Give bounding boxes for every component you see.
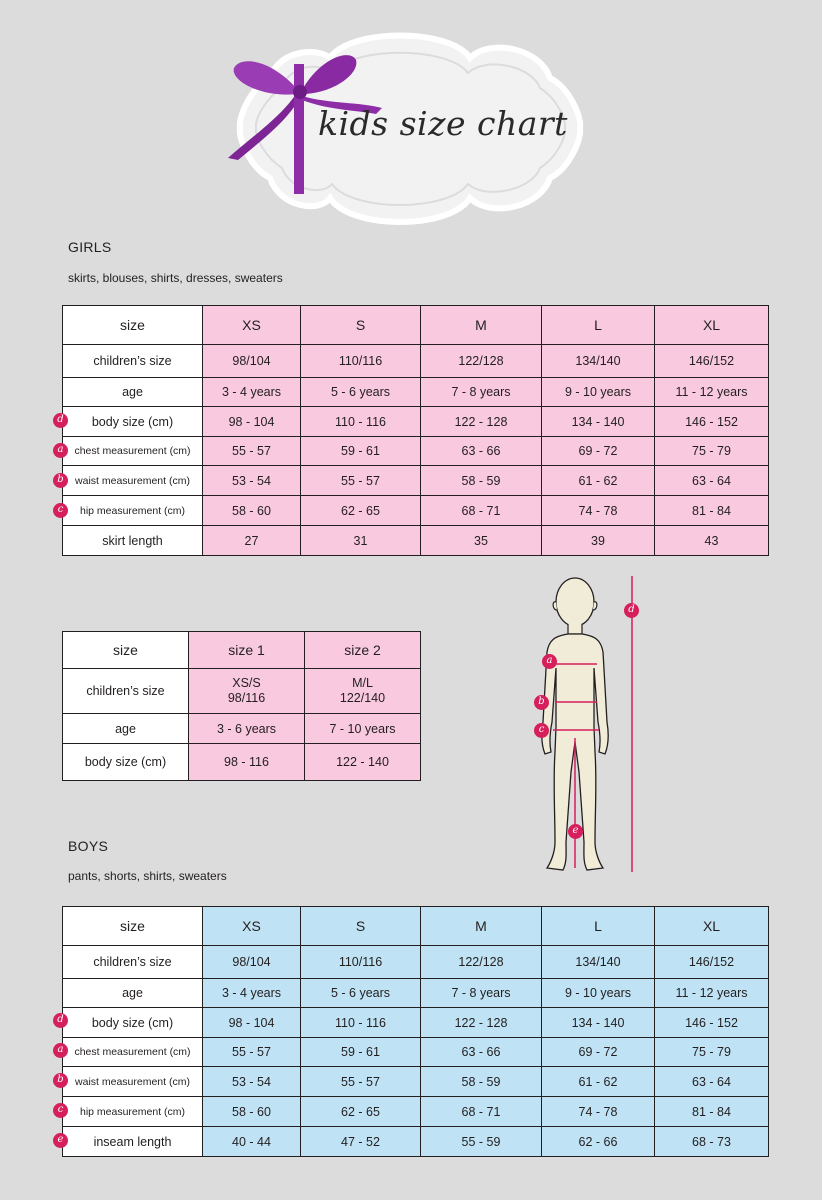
- table-cell: 55 - 59: [421, 1127, 542, 1157]
- table-cell: 69 - 72: [542, 437, 655, 466]
- table-cell: 134/140: [542, 345, 655, 378]
- table-cell: 146 - 152: [655, 407, 769, 437]
- table-cell: 9 - 10 years: [542, 378, 655, 407]
- marker-c-icon: c: [53, 503, 68, 518]
- marker-d-icon: d: [53, 1013, 68, 1028]
- row-label: chest measurement (cm): [63, 437, 203, 466]
- table-row: [63, 526, 769, 556]
- table-cell: 74 - 78: [542, 496, 655, 526]
- table-row: [63, 1127, 769, 1157]
- table-cell: 55 - 57: [203, 1038, 301, 1067]
- size-header-s: S: [301, 907, 421, 946]
- table-row: [63, 946, 769, 979]
- row-label: inseam length: [63, 1127, 203, 1157]
- marker-a-icon: a: [53, 1043, 68, 1058]
- figure-marker-d-icon: d: [624, 603, 639, 618]
- size-header-m: M: [421, 306, 542, 345]
- table-cell: [189, 669, 305, 714]
- table-row: [63, 466, 769, 496]
- table-row: [63, 1038, 769, 1067]
- table-cell: 39: [542, 526, 655, 556]
- girls-size-table: [62, 305, 769, 556]
- table-cell: 75 - 79: [655, 1038, 769, 1067]
- figure-marker-a-icon: a: [542, 654, 557, 669]
- table-row: [63, 496, 769, 526]
- row-label: children’s size: [63, 345, 203, 378]
- table-cell: 74 - 78: [542, 1097, 655, 1127]
- marker-e-icon: e: [53, 1133, 68, 1148]
- table-cell: 68 - 73: [655, 1127, 769, 1157]
- table-cell: 98 - 104: [203, 407, 301, 437]
- figure-marker-b-icon: b: [534, 695, 549, 710]
- table-cell: 7 - 10 years: [305, 714, 421, 744]
- table-cell: 58 - 60: [203, 1097, 301, 1127]
- table-header-row: [63, 632, 421, 669]
- table-cell: 5 - 6 years: [301, 378, 421, 407]
- table-cell: 110/116: [301, 946, 421, 979]
- table-cell: 9 - 10 years: [542, 979, 655, 1008]
- row-label: hip measurement (cm): [63, 1097, 203, 1127]
- table-cell: 61 - 62: [542, 1067, 655, 1097]
- table-cell: 27: [203, 526, 301, 556]
- table-row: [63, 378, 769, 407]
- table-cell: [305, 669, 421, 714]
- size-header-l: L: [542, 306, 655, 345]
- row-label: age: [63, 378, 203, 407]
- size-header-l: L: [542, 907, 655, 946]
- table-cell: 35: [421, 526, 542, 556]
- size-header-xl: XL: [655, 907, 769, 946]
- table-row: [63, 407, 769, 437]
- table-cell: 3 - 6 years: [189, 714, 305, 744]
- page-title: kids size chart: [318, 104, 568, 143]
- row-label: age: [63, 979, 203, 1008]
- table-cell: 7 - 8 years: [421, 378, 542, 407]
- row-label: children’s size: [63, 669, 189, 714]
- table-cell: 58 - 59: [421, 1067, 542, 1097]
- table-cell: 146/152: [655, 345, 769, 378]
- cell-line: XS/S: [232, 676, 261, 690]
- table-cell: 98/104: [203, 946, 301, 979]
- row-label: hip measurement (cm): [63, 496, 203, 526]
- table-cell: 134/140: [542, 946, 655, 979]
- table-cell: 5 - 6 years: [301, 979, 421, 1008]
- table-cell: 53 - 54: [203, 466, 301, 496]
- table-row: [63, 669, 421, 714]
- cell-line: 98/116: [227, 691, 266, 705]
- size-header-xs: XS: [203, 306, 301, 345]
- table-row: [63, 437, 769, 466]
- size-header-label: size: [63, 907, 203, 946]
- row-label: children’s size: [63, 946, 203, 979]
- table-header-row: [63, 907, 769, 946]
- table-cell: 47 - 52: [301, 1127, 421, 1157]
- table-cell: 3 - 4 years: [203, 378, 301, 407]
- size-header-label: size: [63, 632, 189, 669]
- table-cell: 7 - 8 years: [421, 979, 542, 1008]
- table-row: [63, 714, 421, 744]
- table-cell: 122 - 128: [421, 407, 542, 437]
- table-cell: 62 - 65: [301, 1097, 421, 1127]
- size-header-size-1: size 1: [189, 632, 305, 669]
- unisex-size-table: [62, 631, 421, 781]
- table-cell: 11 - 12 years: [655, 979, 769, 1008]
- table-cell: 62 - 65: [301, 496, 421, 526]
- row-label: waist measurement (cm): [63, 1067, 203, 1097]
- row-label: age: [63, 714, 189, 744]
- marker-b-icon: b: [53, 1073, 68, 1088]
- table-cell: 43: [655, 526, 769, 556]
- table-cell: 61 - 62: [542, 466, 655, 496]
- figure-marker-e-icon: e: [568, 824, 583, 839]
- boys-section-title: BOYS: [68, 838, 109, 854]
- table-cell: 134 - 140: [542, 1008, 655, 1038]
- table-cell: 3 - 4 years: [203, 979, 301, 1008]
- row-label: chest measurement (cm): [63, 1038, 203, 1067]
- size-header-size-2: size 2: [305, 632, 421, 669]
- size-header-s: S: [301, 306, 421, 345]
- boys-size-table: [62, 906, 769, 1157]
- size-header-xs: XS: [203, 907, 301, 946]
- row-label: waist measurement (cm): [63, 466, 203, 496]
- table-cell: 122/128: [421, 946, 542, 979]
- size-header-m: M: [421, 907, 542, 946]
- table-row: [63, 979, 769, 1008]
- row-label: body size (cm): [63, 744, 189, 781]
- table-cell: 55 - 57: [203, 437, 301, 466]
- marker-c-icon: c: [53, 1103, 68, 1118]
- table-cell: 68 - 71: [421, 1097, 542, 1127]
- table-cell: 98 - 104: [203, 1008, 301, 1038]
- boys-section-subtitle: pants, shorts, shirts, sweaters: [68, 869, 227, 883]
- size-header-xl: XL: [655, 306, 769, 345]
- row-label: body size (cm): [63, 1008, 203, 1038]
- row-label: skirt length: [63, 526, 203, 556]
- marker-a-icon: a: [53, 443, 68, 458]
- table-row: [63, 744, 421, 781]
- table-cell: 122 - 140: [305, 744, 421, 781]
- table-row: [63, 345, 769, 378]
- table-cell: 110/116: [301, 345, 421, 378]
- table-cell: 81 - 84: [655, 1097, 769, 1127]
- table-cell: 59 - 61: [301, 1038, 421, 1067]
- table-cell: 63 - 64: [655, 466, 769, 496]
- table-cell: 98 - 116: [189, 744, 305, 781]
- table-cell: 110 - 116: [301, 1008, 421, 1038]
- table-cell: 122 - 128: [421, 1008, 542, 1038]
- table-cell: 146/152: [655, 946, 769, 979]
- table-cell: 55 - 57: [301, 466, 421, 496]
- table-cell: 134 - 140: [542, 407, 655, 437]
- table-cell: 75 - 79: [655, 437, 769, 466]
- cell-line: 122/140: [339, 691, 386, 705]
- table-cell: 59 - 61: [301, 437, 421, 466]
- girls-section-subtitle: skirts, blouses, shirts, dresses, sweaters: [68, 271, 283, 285]
- table-header-row: [63, 306, 769, 345]
- row-label: body size (cm): [63, 407, 203, 437]
- table-cell: 53 - 54: [203, 1067, 301, 1097]
- table-cell: 122/128: [421, 345, 542, 378]
- table-cell: 146 - 152: [655, 1008, 769, 1038]
- table-row: [63, 1097, 769, 1127]
- table-cell: 68 - 71: [421, 496, 542, 526]
- table-cell: 63 - 66: [421, 1038, 542, 1067]
- marker-d-icon: d: [53, 413, 68, 428]
- table-cell: 69 - 72: [542, 1038, 655, 1067]
- table-cell: 110 - 116: [301, 407, 421, 437]
- table-cell: 58 - 59: [421, 466, 542, 496]
- table-cell: 63 - 66: [421, 437, 542, 466]
- table-cell: 63 - 64: [655, 1067, 769, 1097]
- table-cell: 31: [301, 526, 421, 556]
- table-cell: 62 - 66: [542, 1127, 655, 1157]
- girls-section-title: GIRLS: [68, 239, 112, 255]
- figure-marker-c-icon: c: [534, 723, 549, 738]
- table-cell: 40 - 44: [203, 1127, 301, 1157]
- table-cell: 81 - 84: [655, 496, 769, 526]
- marker-b-icon: b: [53, 473, 68, 488]
- table-row: [63, 1008, 769, 1038]
- table-cell: 11 - 12 years: [655, 378, 769, 407]
- size-header-label: size: [63, 306, 203, 345]
- table-cell: 55 - 57: [301, 1067, 421, 1097]
- table-cell: 58 - 60: [203, 496, 301, 526]
- table-row: [63, 1067, 769, 1097]
- cell-line: M/L: [352, 676, 373, 690]
- table-cell: 98/104: [203, 345, 301, 378]
